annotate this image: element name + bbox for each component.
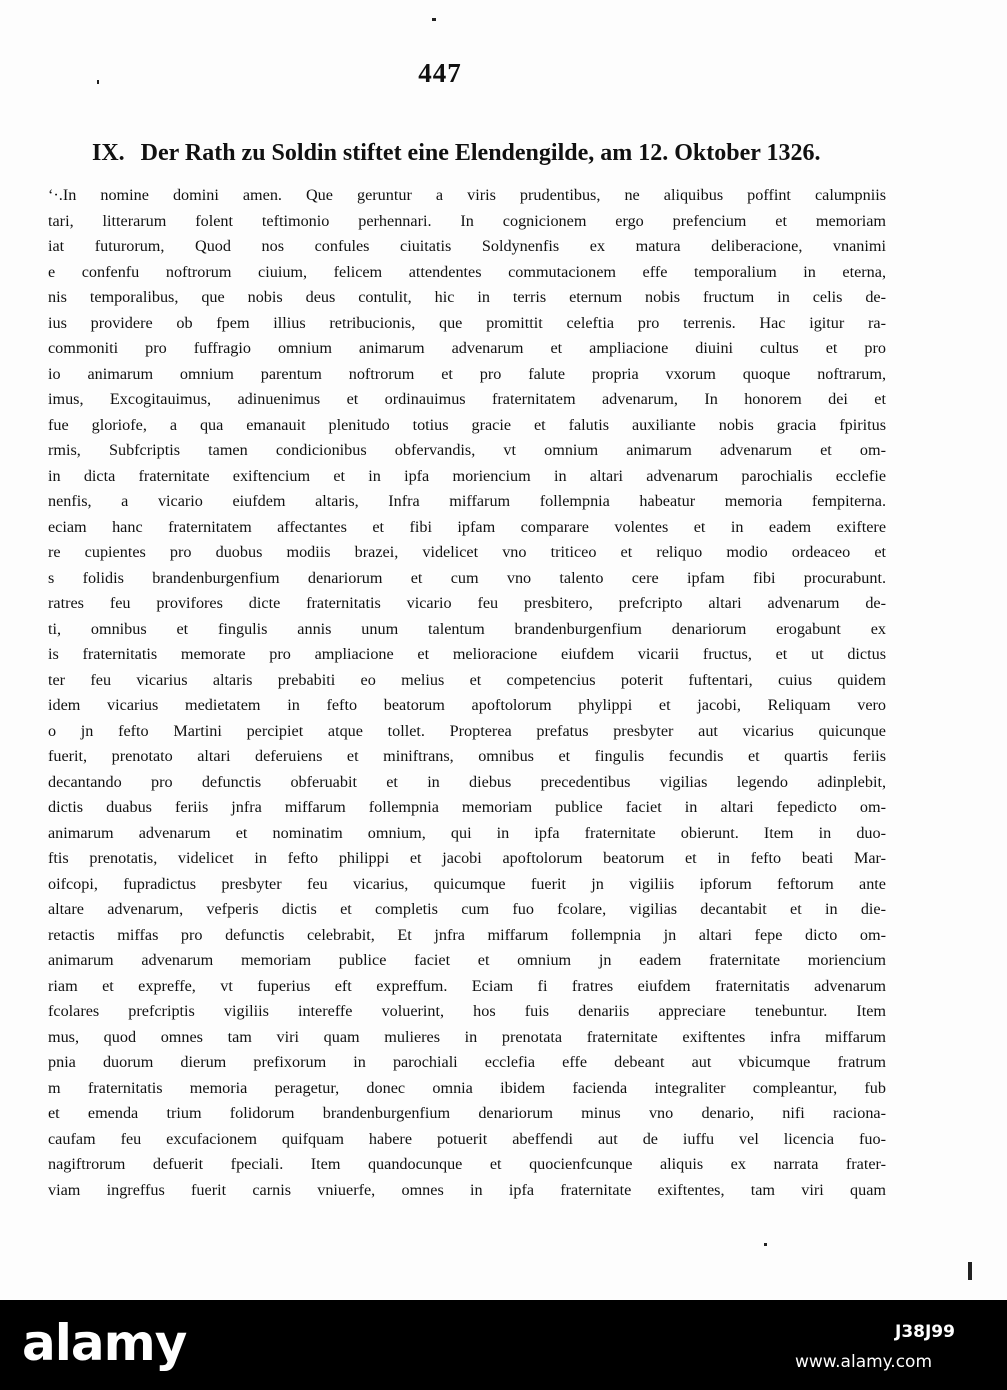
- text-line: eciam hanc fraternitatem affectantes et fibi ipfam comparare volentes et in eadem exiftere: [48, 517, 886, 536]
- text-line: m fraternitatis memoria peragetur, donec omnia ibidem facienda integraliter compleantur, fub: [48, 1078, 886, 1097]
- text-line: oifcopi, fupradictus presbyter feu vicarius, quicumque fuerit jn vigiliis ipforum feftorum ante: [48, 874, 886, 893]
- text-line: dictis duabus feriis jnfra miffarum follempnia memoriam publice faciet in altari fepedicto om-: [48, 798, 886, 816]
- text-line: s folidis brandenburgenfium denariorum et cum vno talento cere ipfam fibi procurabunt.: [48, 568, 886, 587]
- text-line: caufam feu excufacionem quifquam habere potuerit abeffendi aut de iuffu vel licencia fuo-: [48, 1129, 886, 1148]
- text-line: decantando pro defunctis obferuabit et in diebus precedentibus vigilias legendo adinplebit,: [48, 772, 886, 791]
- text-line: retactis miffas pro defunctis celebrabit, Et jnfra miffarum follempnia jn altari fepe dicto om-: [48, 925, 886, 944]
- text-line: fue gloriofe, a qua emanauit plenitudo totius gracie et falutis auxiliante nobis gracia fpiritus: [48, 415, 886, 434]
- text-line: tari, litterarum folent teftimonio perhennari. In cognicionem ergo prefencium et memoriam: [48, 211, 886, 230]
- site-url: www.alamy.com: [795, 1352, 933, 1372]
- text-line: e confenfu noftrorum ciuium, felicem attendentes commutacionem effe temporalium in eterna,: [48, 262, 886, 281]
- scan-speck: [97, 80, 99, 84]
- text-line: o jn fefto Martini percipiet atque tollet. Propterea prefatus presbyter aut vicarius quicunque: [48, 721, 886, 740]
- text-line: ti, omnibus et fingulis annis unum talentum brandenburgenfium denariorum erogabunt ex: [48, 619, 886, 638]
- text-line: is fraternitatis memorate pro ampliacione et melioracione eiufdem vicarii fructus, et ut dictus: [48, 645, 886, 663]
- watermark-footer: [0, 1300, 1007, 1390]
- text-line: altare advenarum, vefperis dictis et completis cum fuo fcolare, vigilias decantabit et in die-: [48, 900, 886, 918]
- text-line: et emenda trium folidorum brandenburgenfium denariorum minus vno denario, nifi raciona-: [48, 1104, 886, 1122]
- scan-speck: [968, 1262, 972, 1280]
- text-line: animarum advenarum et nominatim omnium, qui in ipfa fraternitate obierunt. Item in duo-: [48, 823, 886, 842]
- text-line: ter feu vicarius altaris prebabiti eo melius et competencius poterit fuftentari, cuius quidem: [48, 670, 886, 689]
- text-line: rmis, Subfcriptis tamen condicionibus obfervandis, vt omnium animarum advenarum et om-: [48, 441, 886, 459]
- text-line: viam ingreffus fuerit carnis vniuerfe, omnes in ipfa fraternitate exiftentes, tam viri quam: [48, 1180, 886, 1199]
- page-number: 447: [418, 58, 462, 88]
- text-line: ftis prenotatis, videlicet in fefto philippi et jacobi apoftolorum beatorum et in fefto beati Mar-: [48, 849, 886, 867]
- text-line: ius providere ob fpem illius retribucionis, que promittit celeftia pro terrenis. Hac igitur ra-: [48, 313, 886, 332]
- text-line: riam et expreffe, vt fuperius eft expreffum. Eciam fi fratres eiufdem fraternitatis advenarum: [48, 976, 886, 995]
- text-line: nenfis, a vicario eiufdem altaris, Infra miffarum follempnia habeatur memoria fempiterna.: [48, 492, 886, 510]
- scan-speck: [432, 18, 436, 21]
- alamy-logo: alamy: [22, 1314, 187, 1372]
- heading-number: IX.: [92, 140, 125, 166]
- text-line: animarum advenarum memoriam publice faciet et omnium jn eadem fraternitate moriencium: [48, 951, 886, 969]
- text-line: nagiftrorum defuerit fpeciali. Item quandocunque et quocienfcunque aliquis ex narrata frater-: [48, 1155, 886, 1173]
- document-body: [48, 183, 886, 1203]
- image-code: J38J99: [895, 1322, 955, 1342]
- text-line: re cupientes pro duobus modiis brazei, videlicet vno triticeo et reliquo modio ordeaceo et: [48, 543, 886, 561]
- heading-title: Der Rath zu Soldin stiftet eine Elendengilde, am 12. Oktober 1326.: [140, 140, 821, 166]
- text-line: mus, quod omnes tam viri quam mulieres in prenotata fraternitate exiftentes infra miffarum: [48, 1027, 886, 1046]
- text-line: iat futurorum, Quod nos confules ciuitatis Soldynenfis ex matura deliberacione, vnanimi: [48, 237, 886, 255]
- text-line: commoniti pro fuffragio omnium animarum advenarum et ampliacione diuini cultus et pro: [48, 339, 886, 357]
- text-line: pnia duorum dierum prefixorum in parochiali ecclefia effe debeant aut vbicumque fratrum: [48, 1053, 886, 1071]
- text-line: fcolares prefcriptis vigiliis intereffe voluerint, hos fuis denariis appreciare tenebuntur. Item: [48, 1002, 886, 1020]
- text-line: fuerit, prenotato altari deferuiens et miniftrans, omnibus et fingulis fecundis et quartis feriis: [48, 747, 886, 765]
- document-heading: [92, 140, 821, 167]
- scan-speck: [764, 1243, 767, 1246]
- text-line: imus, Excogitauimus, adinuenimus et ordinauimus fraternitatem advenarum, In honorem dei et: [48, 390, 886, 408]
- text-line: in dicta fraternitate exiftencium et in ipfa moriencium in altari advenarum parochialis ecclefie: [48, 466, 886, 485]
- text-line: ‘·.In nomine domini amen. Que geruntur a viris prudentibus, ne aliquibus poffint calumpniis: [48, 186, 886, 204]
- text-line: io animarum omnium parentum noftrorum et pro falute propria vxorum quoque noftrarum,: [48, 364, 886, 383]
- text-line: ratres feu provifores dicte fraternitatis vicario feu presbitero, prefcripto altari advenarum de-: [48, 594, 886, 612]
- text-line: nis temporalibus, que nobis deus contulit, hic in terris eternum nobis fructum in celis de-: [48, 288, 886, 306]
- text-line: idem vicarius medietatem in fefto beatorum apoftolorum phylippi et jacobi, Reliquam vero: [48, 696, 886, 714]
